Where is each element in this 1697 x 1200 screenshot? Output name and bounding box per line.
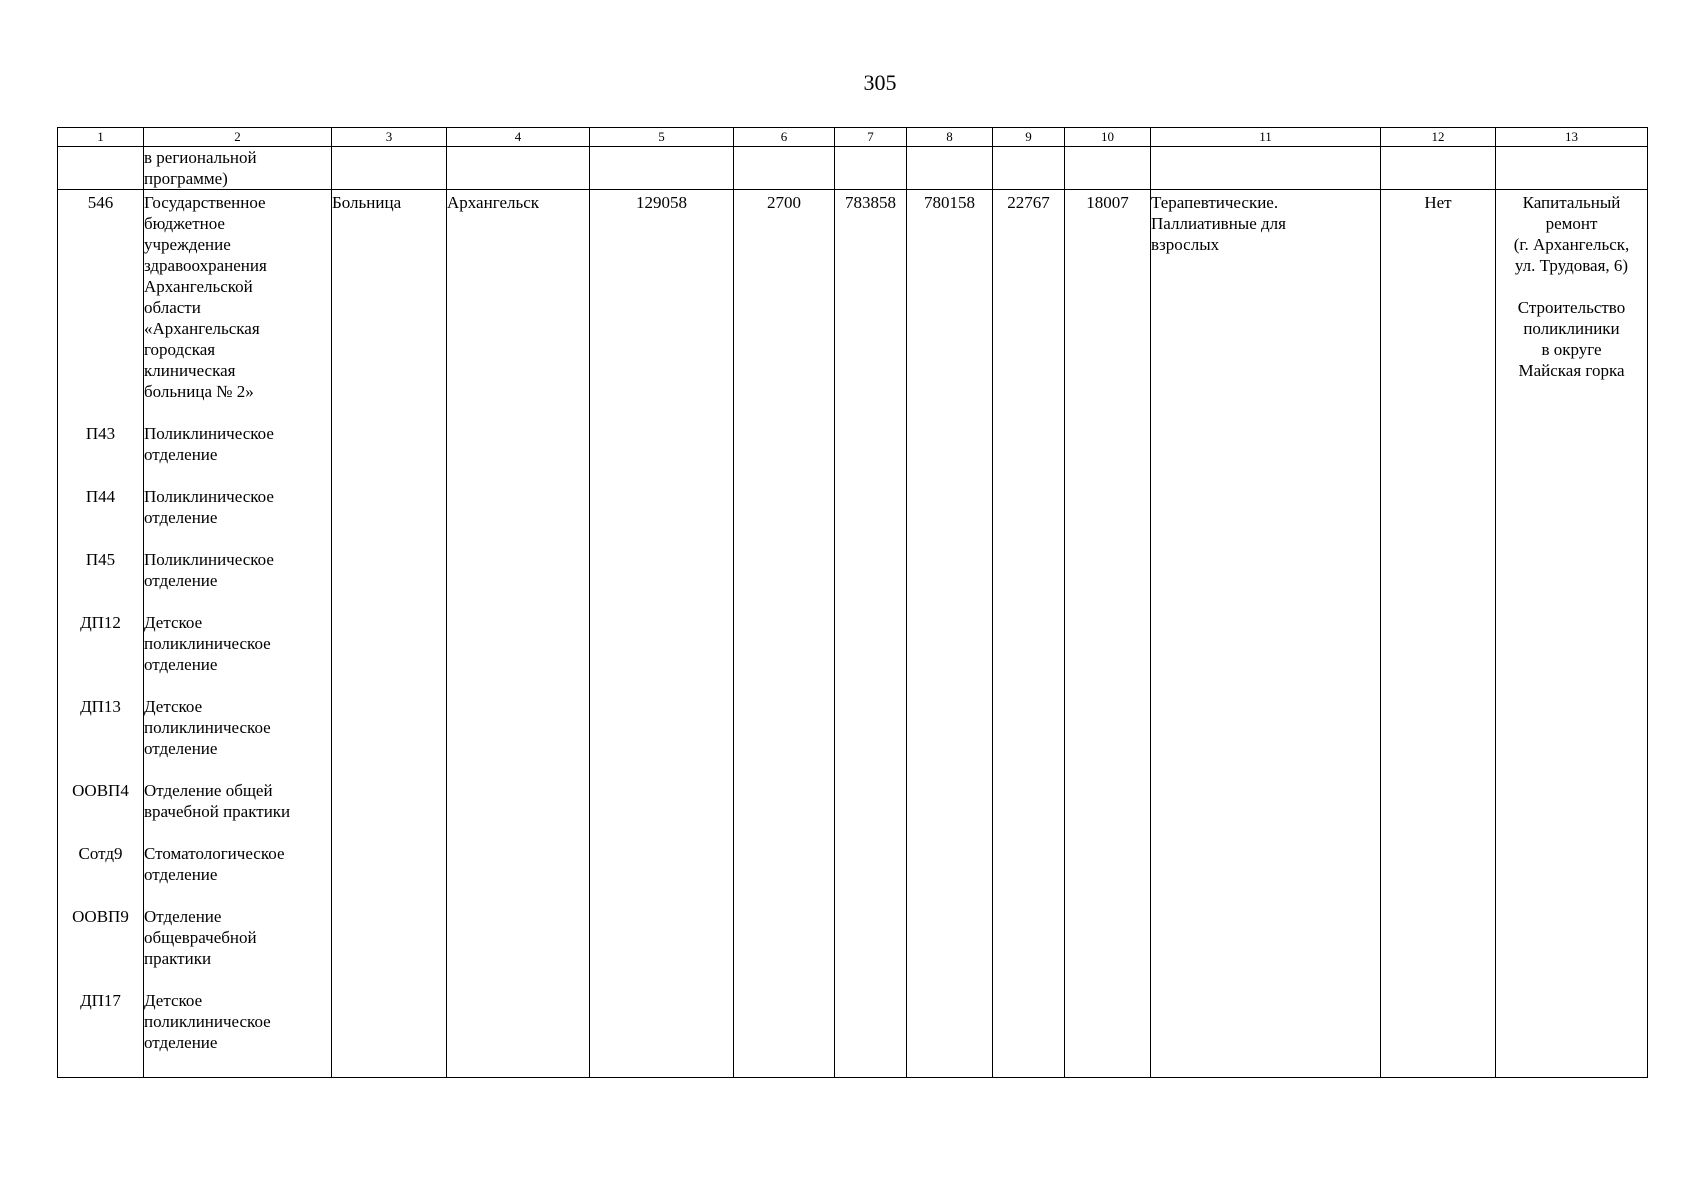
row-number: 546 — [87, 193, 114, 212]
subunit-name-line: Поликлиническое — [144, 424, 274, 443]
subunit-code: П43 — [85, 424, 116, 443]
value-cell: 129058 — [590, 190, 734, 1078]
column-header: 12 — [1381, 128, 1496, 147]
subunit-names — [144, 423, 331, 1074]
subunit-name-line: общеврачебной — [144, 928, 257, 947]
table-cell — [447, 147, 590, 190]
subunit-code: ООВП9 — [72, 907, 129, 926]
institution-name-line: здравоохранения — [144, 256, 267, 275]
table-cell — [1065, 147, 1151, 190]
subunit-code: ДП17 — [80, 991, 121, 1010]
table-cell — [907, 147, 993, 190]
value-cell: 18007 — [1065, 190, 1151, 1078]
continuation-text: в региональной программе) — [144, 147, 332, 190]
column-header: 13 — [1496, 128, 1648, 147]
institution-name-line: «Архангельская — [144, 319, 260, 338]
column-header: 8 — [907, 128, 993, 147]
profile-cell: Терапевтические. Паллиативные для взрослых — [1151, 190, 1381, 1078]
column-header: 11 — [1151, 128, 1381, 147]
type-cell: Больница — [332, 190, 447, 1078]
subunit-code: П45 — [85, 550, 116, 569]
subunit-name-line: отделение — [144, 508, 218, 527]
subunit-name-line: Поликлиническое — [144, 487, 274, 506]
subunit-name-line: отделение — [144, 739, 218, 758]
institution-name-line: клиническая — [144, 361, 236, 380]
column-number-row — [58, 128, 1648, 147]
subunit-name-line: Отделение общей — [144, 781, 273, 800]
subunit-name-line: практики — [144, 949, 212, 968]
table-cell — [1496, 147, 1648, 190]
table-cell — [734, 147, 835, 190]
data-table — [57, 127, 1648, 1078]
table-cell — [1381, 147, 1496, 190]
institution-name-line: городская — [144, 340, 216, 359]
column-header: 6 — [734, 128, 835, 147]
subunit-name-line: Отделение — [144, 907, 222, 926]
subunit-code: ДП12 — [80, 613, 121, 632]
column-header: 2 — [144, 128, 332, 147]
column-header: 5 — [590, 128, 734, 147]
subunit-name-line: отделение — [144, 1033, 218, 1052]
code-cell — [58, 190, 144, 1078]
column-header: 7 — [835, 128, 907, 147]
table-cell — [993, 147, 1065, 190]
value-cell: 783858 — [835, 190, 907, 1078]
flag-cell: Нет — [1381, 190, 1496, 1078]
subunit-name — [144, 843, 331, 906]
page-number: 305 — [863, 70, 897, 95]
table-cell — [835, 147, 907, 190]
table-row — [58, 190, 1648, 1078]
subunit-code: ООВП4 — [72, 781, 129, 800]
column-header: 4 — [447, 128, 590, 147]
plans-cell: Капитальный ремонт (г. Архангельск, ул. Трудовая, 6) Строительство поликлиники в округе Майская горка — [1496, 190, 1648, 1078]
subunit-name-line: отделение — [144, 655, 218, 674]
subunit-codes — [58, 423, 143, 1074]
subunit-name — [144, 423, 331, 486]
subunit-name — [144, 486, 331, 549]
institution-name-line: Архангельской — [144, 277, 253, 296]
subunit-name — [144, 696, 331, 780]
column-header: 10 — [1065, 128, 1151, 147]
table-cell — [332, 147, 447, 190]
continuation-row — [58, 147, 1648, 190]
column-header: 1 — [58, 128, 144, 147]
subunit-code: ДП13 — [80, 697, 121, 716]
table-cell — [1151, 147, 1381, 190]
subunit-name-line: Стоматологическое — [144, 844, 285, 863]
table-cell — [58, 147, 144, 190]
subunit-name — [144, 990, 331, 1074]
institution-name-line: бюджетное — [144, 214, 225, 233]
subunit-name-line: Детское — [144, 697, 203, 716]
institution-name — [144, 192, 331, 402]
value-cell: 2700 — [734, 190, 835, 1078]
subunit-name-line: Детское — [144, 991, 203, 1010]
value-cell: 22767 — [993, 190, 1065, 1078]
institution-name-line: учреждение — [144, 235, 231, 254]
institution-name-line: больница № 2» — [144, 382, 254, 401]
institution-name-line: Государственное — [144, 193, 266, 212]
subunit-name-line: поликлиническое — [144, 634, 271, 653]
subunit-name-line: поликлиническое — [144, 718, 271, 737]
column-header: 9 — [993, 128, 1065, 147]
subunit-name — [144, 906, 331, 990]
subunit-name-line: Детское — [144, 613, 203, 632]
subunit-name-line: врачебной практики — [144, 802, 291, 821]
subunit-name — [144, 612, 331, 696]
subunit-code: П44 — [85, 487, 116, 506]
subunit-code: Сотд9 — [78, 844, 123, 863]
value-cell: 780158 — [907, 190, 993, 1078]
locality-cell: Архангельск — [447, 190, 590, 1078]
subunit-name-line: Поликлиническое — [144, 550, 274, 569]
subunit-name-line: поликлиническое — [144, 1012, 271, 1031]
subunit-name-line: отделение — [144, 865, 218, 884]
subunit-name-line: отделение — [144, 571, 218, 590]
institution-name-line: области — [144, 298, 201, 317]
name-cell — [144, 190, 332, 1078]
subunit-name-line: отделение — [144, 445, 218, 464]
column-header: 3 — [332, 128, 447, 147]
table-cell — [590, 147, 734, 190]
subunit-name — [144, 549, 331, 612]
subunit-name — [144, 780, 331, 843]
